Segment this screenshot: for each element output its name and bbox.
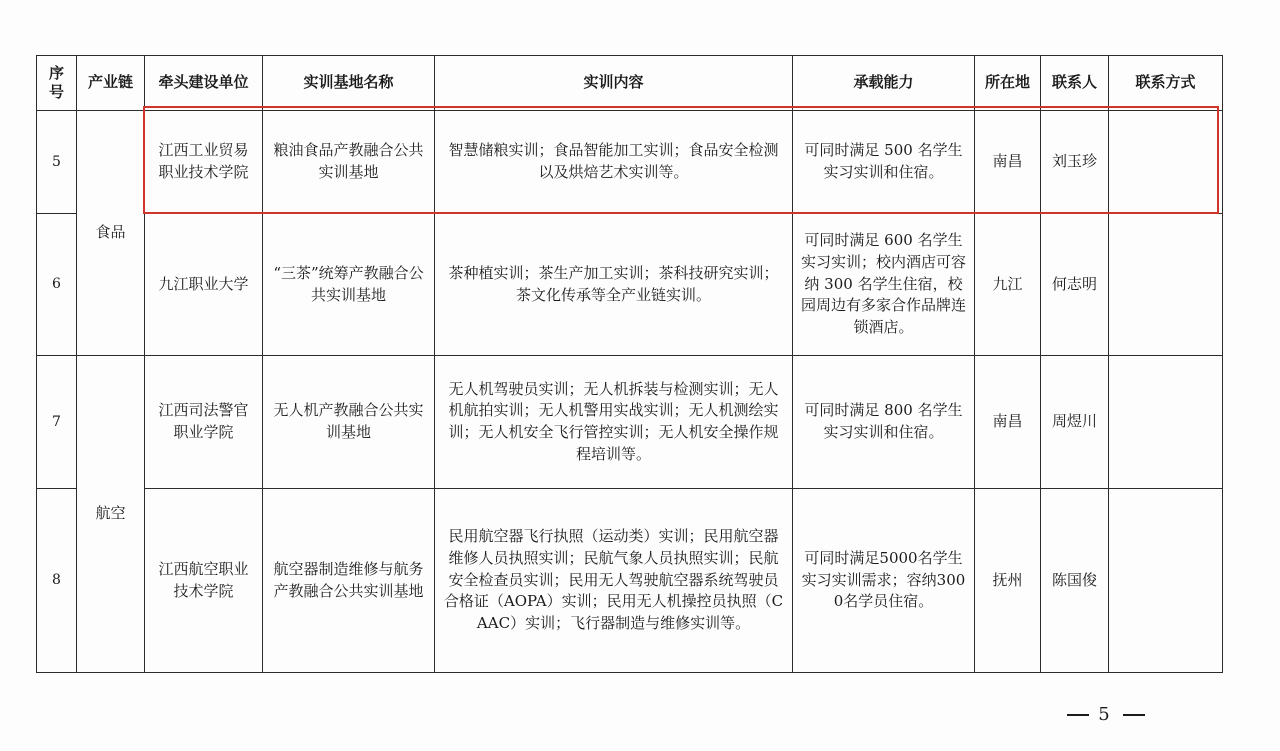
row-contact-method: [1109, 356, 1223, 489]
header-lead-unit: 牵头建设单位: [145, 56, 263, 111]
header-location: 所在地: [975, 56, 1041, 111]
page-number: [1066, 704, 1146, 725]
table-row: [37, 356, 1223, 489]
row-content: 茶种植实训；茶生产加工实训；茶科技研究实训；茶文化传承等全产业链实训。: [435, 214, 793, 356]
row-contact-method: [1109, 214, 1223, 356]
header-seq: 序号: [37, 56, 77, 111]
row-contact: 何志明: [1041, 214, 1109, 356]
row-contact-method: [1109, 489, 1223, 673]
row-seq: 8: [37, 489, 77, 673]
row-base-name: 无人机产教融合公共实训基地: [263, 356, 435, 489]
header-contact-method: 联系方式: [1109, 56, 1223, 111]
header-base-name: 实训基地名称: [263, 56, 435, 111]
row-capacity: 可同时满足5000名学生实习实训需求；容纳3000名学员住宿。: [793, 489, 975, 673]
header-industry: 产业链: [77, 56, 145, 111]
row-base-name: 粮油食品产教融合公共实训基地: [263, 111, 435, 214]
row-lead-unit: 江西航空职业技术学院: [145, 489, 263, 673]
row-content: 无人机驾驶员实训；无人机拆装与检测实训；无人机航拍实训；无人机警用实战实训；无人机测绘实训；无人机安全飞行管控实训；无人机安全操作规程培训等。: [435, 356, 793, 489]
row-location: 九江: [975, 214, 1041, 356]
row-contact: 陈国俊: [1041, 489, 1109, 673]
training-base-table: [36, 55, 1223, 673]
table-row: [37, 489, 1223, 673]
row-capacity: 可同时满足 800 名学生实习实训和住宿。: [793, 356, 975, 489]
page-number-dash-right: [1123, 714, 1145, 716]
header-capacity: 承载能力: [793, 56, 975, 111]
page-number-value: 5: [1098, 704, 1114, 725]
table-row: [37, 111, 1223, 214]
row-contact-method: [1109, 111, 1223, 214]
industry-cell: 食品: [77, 111, 145, 356]
row-seq: 5: [37, 111, 77, 214]
row-seq: 7: [37, 356, 77, 489]
row-base-name: 航空器制造维修与航务产教融合公共实训基地: [263, 489, 435, 673]
header-content: 实训内容: [435, 56, 793, 111]
table-row: [37, 214, 1223, 356]
row-contact: 周煜川: [1041, 356, 1109, 489]
row-lead-unit: 江西工业贸易职业技术学院: [145, 111, 263, 214]
row-content: 民用航空器飞行执照（运动类）实训；民用航空器维修人员执照实训；民航气象人员执照实训；民航安全检查员实训；民用无人驾驶航空器系统驾驶员合格证（AOPA）实训；民用无人机操控员执照（CAAC）实训；飞行器制造与维修实训等。: [435, 489, 793, 673]
row-capacity: 可同时满足 600 名学生实习实训；校内酒店可容纳 300 名学生住宿，校园周边有多家合作品牌连锁酒店。: [793, 214, 975, 356]
row-capacity: 可同时满足 500 名学生实习实训和住宿。: [793, 111, 975, 214]
header-contact: 联系人: [1041, 56, 1109, 111]
row-location: 南昌: [975, 356, 1041, 489]
row-content: 智慧储粮实训；食品智能加工实训；食品安全检测以及烘焙艺术实训等。: [435, 111, 793, 214]
page-number-dash-left: [1067, 714, 1089, 716]
row-lead-unit: 江西司法警官职业学院: [145, 356, 263, 489]
row-location: 南昌: [975, 111, 1041, 214]
row-contact: 刘玉珍: [1041, 111, 1109, 214]
table-header-row: [37, 56, 1223, 111]
row-base-name: “三茶”统筹产教融合公共实训基地: [263, 214, 435, 356]
industry-cell: 航空: [77, 356, 145, 673]
row-seq: 6: [37, 214, 77, 356]
row-lead-unit: 九江职业大学: [145, 214, 263, 356]
row-location: 抚州: [975, 489, 1041, 673]
